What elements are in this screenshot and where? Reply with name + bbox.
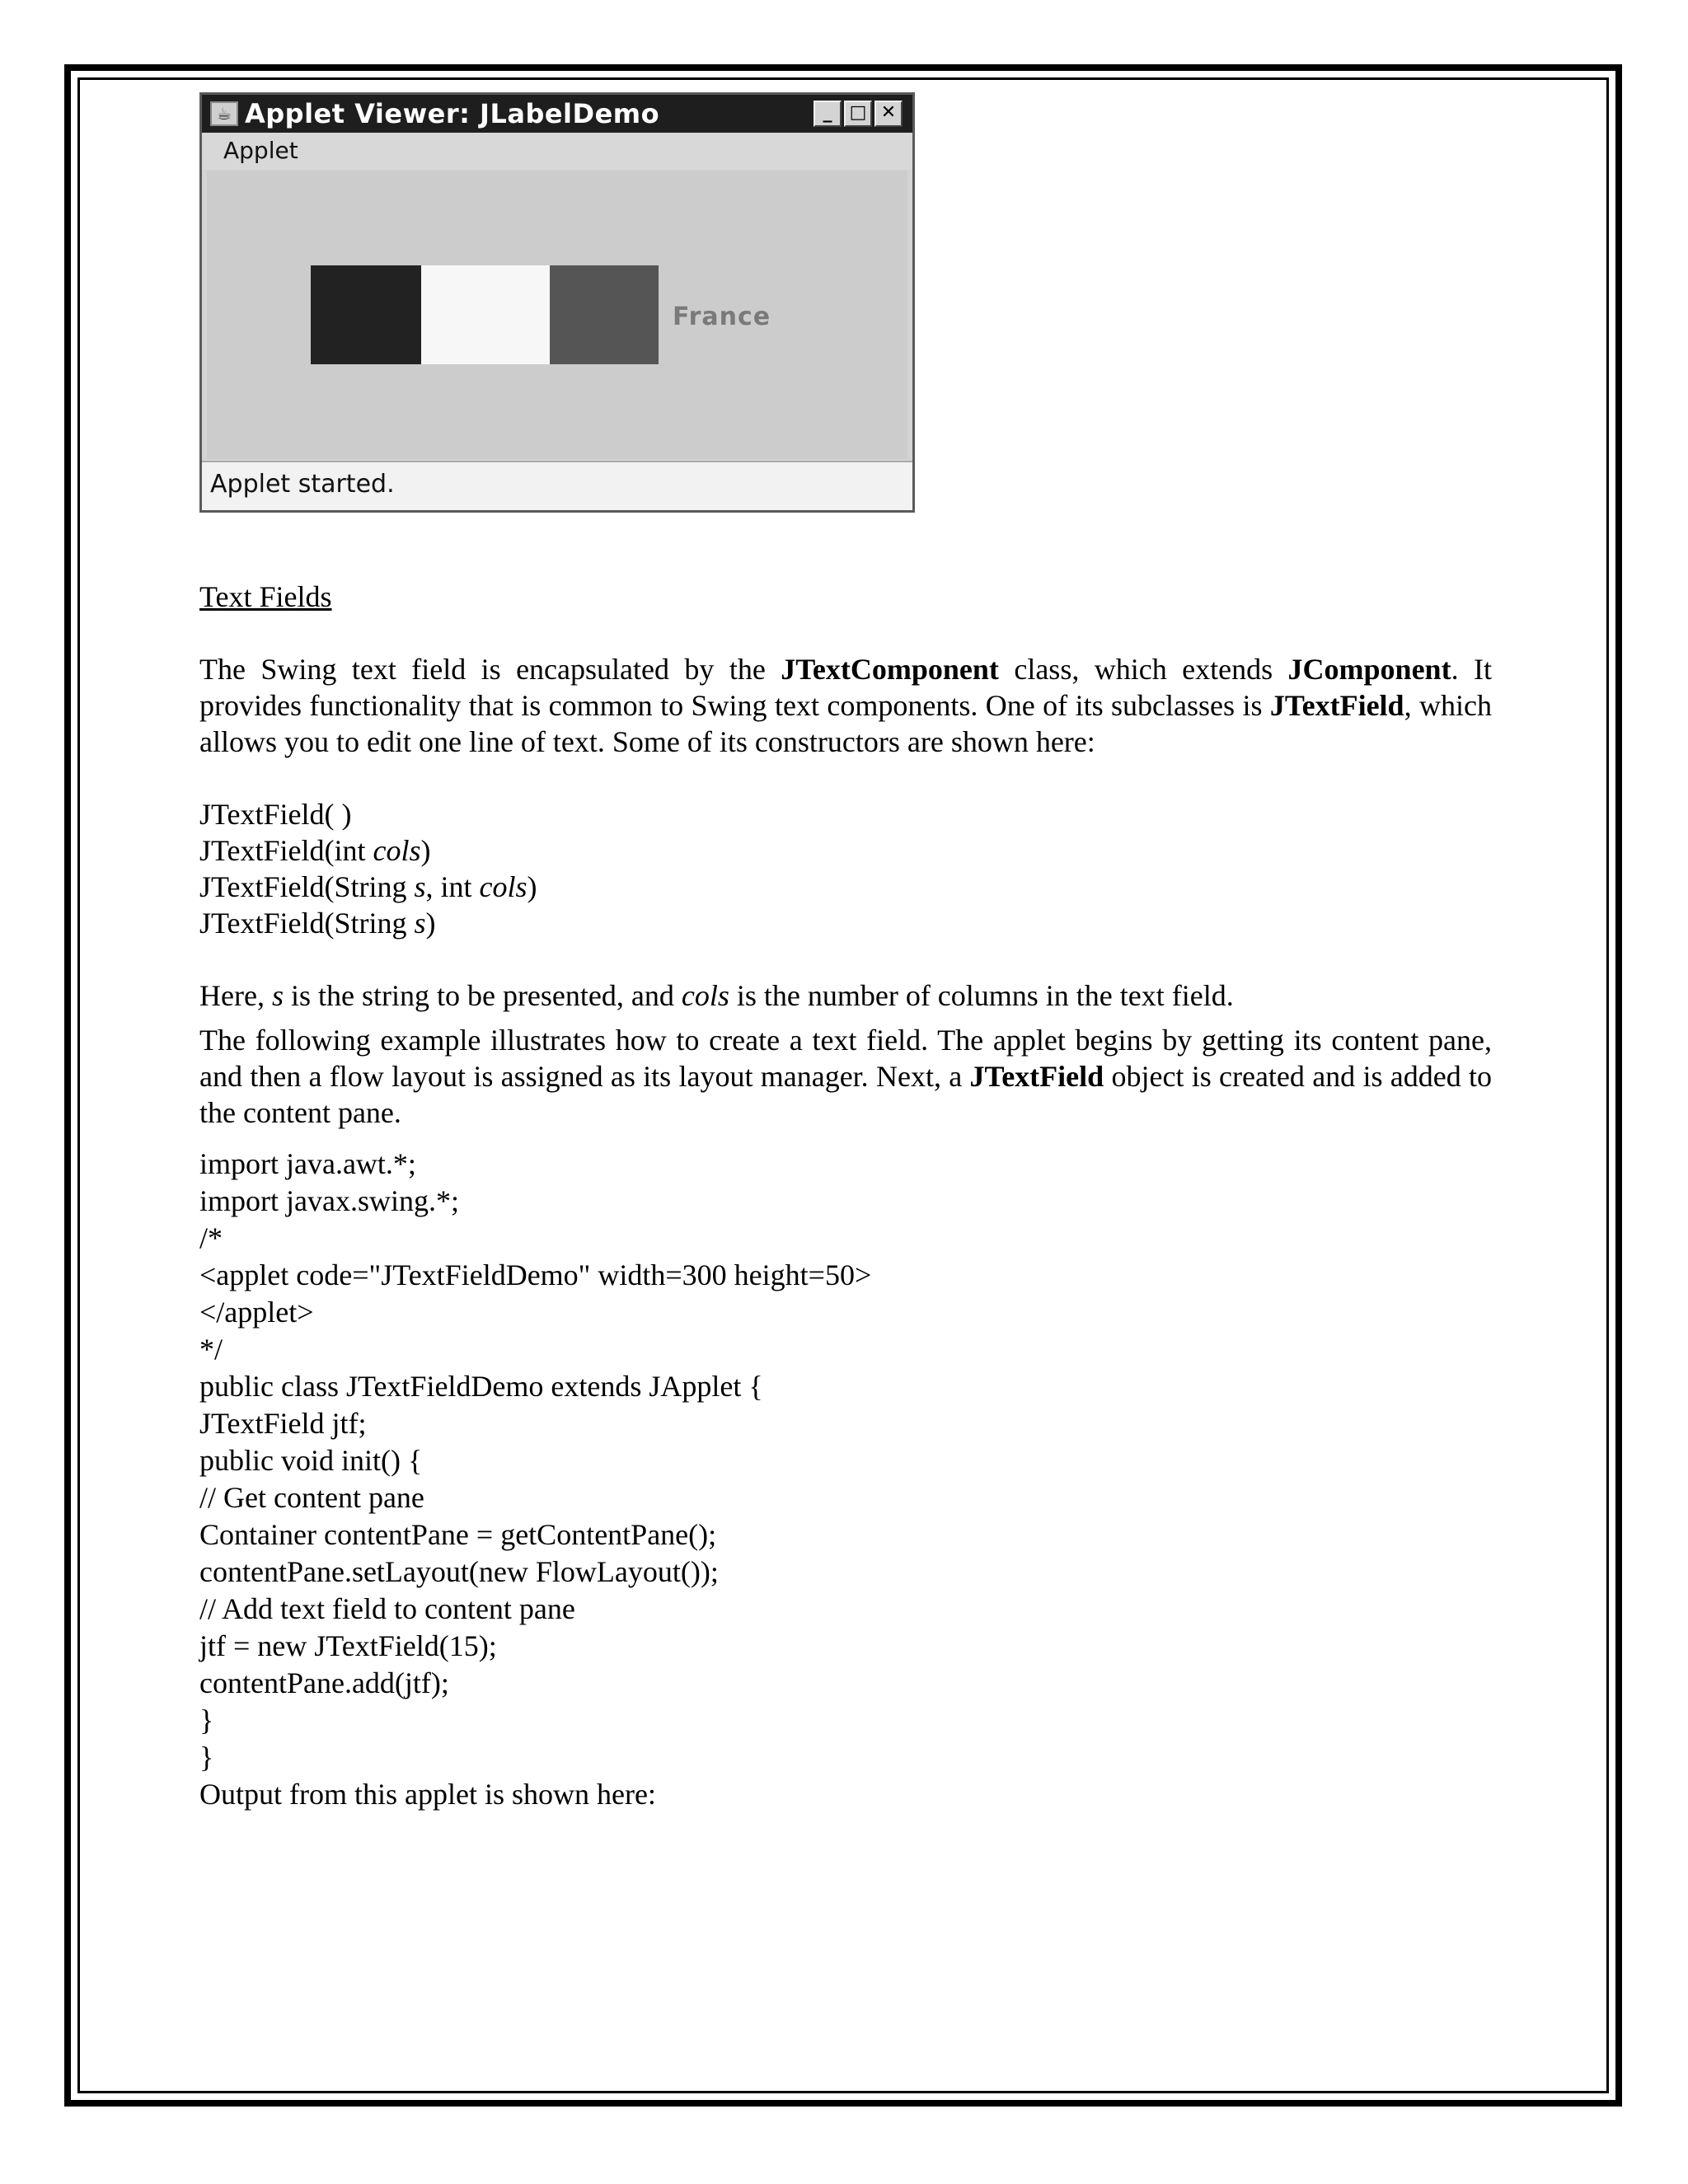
code-listing [199, 1146, 1492, 1813]
code-line: contentPane.setLayout(new FlowLayout()); [199, 1555, 719, 1588]
constructor-line [199, 905, 1492, 941]
code-line: Container contentPane = getContentPane(); [199, 1518, 717, 1551]
code-line: // Add text field to content pane [199, 1592, 575, 1625]
code-line: // Get content pane [199, 1481, 424, 1514]
italic-term: cols [373, 834, 421, 867]
country-label: France [673, 302, 771, 331]
paragraph-intro [199, 651, 1492, 760]
paragraph-example [199, 1022, 1492, 1131]
maximize-icon[interactable]: □ [844, 101, 872, 127]
bold-term: JTextField [1269, 689, 1404, 722]
window-controls [814, 101, 903, 127]
code-line: /* [199, 1221, 223, 1254]
code-line: import javax.swing.*; [199, 1184, 459, 1217]
text-run: JTextField(String [199, 870, 415, 903]
text-run: JTextField( ) [199, 798, 352, 831]
page-content [199, 92, 1492, 1813]
constructor-line [199, 869, 1492, 905]
window-title: Applet Viewer: JLabelDemo [245, 98, 660, 129]
text-run: The Swing text field is encapsulated by the [199, 653, 781, 686]
text-run: is the string to be presented, and [283, 979, 682, 1012]
italic-term: cols [681, 979, 729, 1012]
status-bar: Applet started. [202, 461, 912, 510]
window-titlebar[interactable] [202, 95, 912, 133]
text-run: . It provides functionality that is common to Swing text components. One of its subclasses is [199, 653, 1492, 722]
code-line: <applet code="JTextFieldDemo" width=300 height=50> [199, 1258, 872, 1291]
text-run: ) [420, 834, 431, 867]
paragraph-params [199, 977, 1492, 1014]
close-icon[interactable]: ✕ [874, 101, 903, 127]
code-line: */ [199, 1333, 223, 1366]
italic-term: s [271, 979, 284, 1012]
text-run: Here, [199, 979, 272, 1012]
code-line: } [199, 1704, 214, 1736]
menu-applet[interactable]: Applet [223, 137, 298, 164]
code-line: </applet> [199, 1296, 314, 1329]
text-run: , which allows you to edit one line of text. Some of its constructors are shown here: [199, 689, 1492, 758]
text-run: class, which extends [998, 653, 1288, 686]
code-line: } [199, 1741, 214, 1774]
bold-term: JTextField [969, 1060, 1104, 1093]
text-run: The following example illustrates how to create a text field. The applet begins by getting its content pane, and then a flow layout is assigned as its layout manager. Next, a [199, 1024, 1492, 1093]
applet-content-area [207, 171, 907, 459]
italic-term: s [414, 907, 426, 940]
bold-term: JTextComponent [781, 653, 999, 686]
menu-bar [202, 133, 912, 169]
java-applet-icon: ☕ [210, 101, 238, 126]
constructor-list [199, 796, 1492, 941]
flag-stripe-right [550, 265, 659, 364]
code-line: public class JTextFieldDemo extends JApplet { [199, 1370, 763, 1403]
applet-viewer-window [199, 92, 915, 513]
constructor-line [199, 832, 1492, 869]
section-heading: Text Fields [199, 580, 332, 613]
flag-stripe-left [311, 265, 421, 364]
bold-term: JComponent [1287, 653, 1451, 686]
code-line: import java.awt.*; [199, 1147, 416, 1180]
text-run: ) [425, 907, 436, 940]
code-line: contentPane.add(jtf); [199, 1666, 449, 1699]
text-run: JTextField(String [199, 907, 415, 940]
italic-term: cols [479, 870, 528, 903]
text-run: is the number of columns in the text field. [729, 979, 1234, 1012]
code-line: JTextField jtf; [199, 1407, 367, 1440]
text-run: , int [425, 870, 480, 903]
code-line: jtf = new JTextField(15); [199, 1629, 497, 1662]
flag-stripe-middle [421, 265, 550, 364]
text-run: object is created and is added to the content pane. [199, 1060, 1492, 1129]
closing-line: Output from this applet is shown here: [199, 1778, 656, 1811]
code-line: public void init() { [199, 1444, 423, 1477]
constructor-line [199, 796, 1492, 832]
text-run: JTextField(int [199, 834, 373, 867]
italic-term: s [414, 870, 426, 903]
minimize-icon[interactable]: _ [814, 101, 842, 127]
text-run: ) [527, 870, 537, 903]
